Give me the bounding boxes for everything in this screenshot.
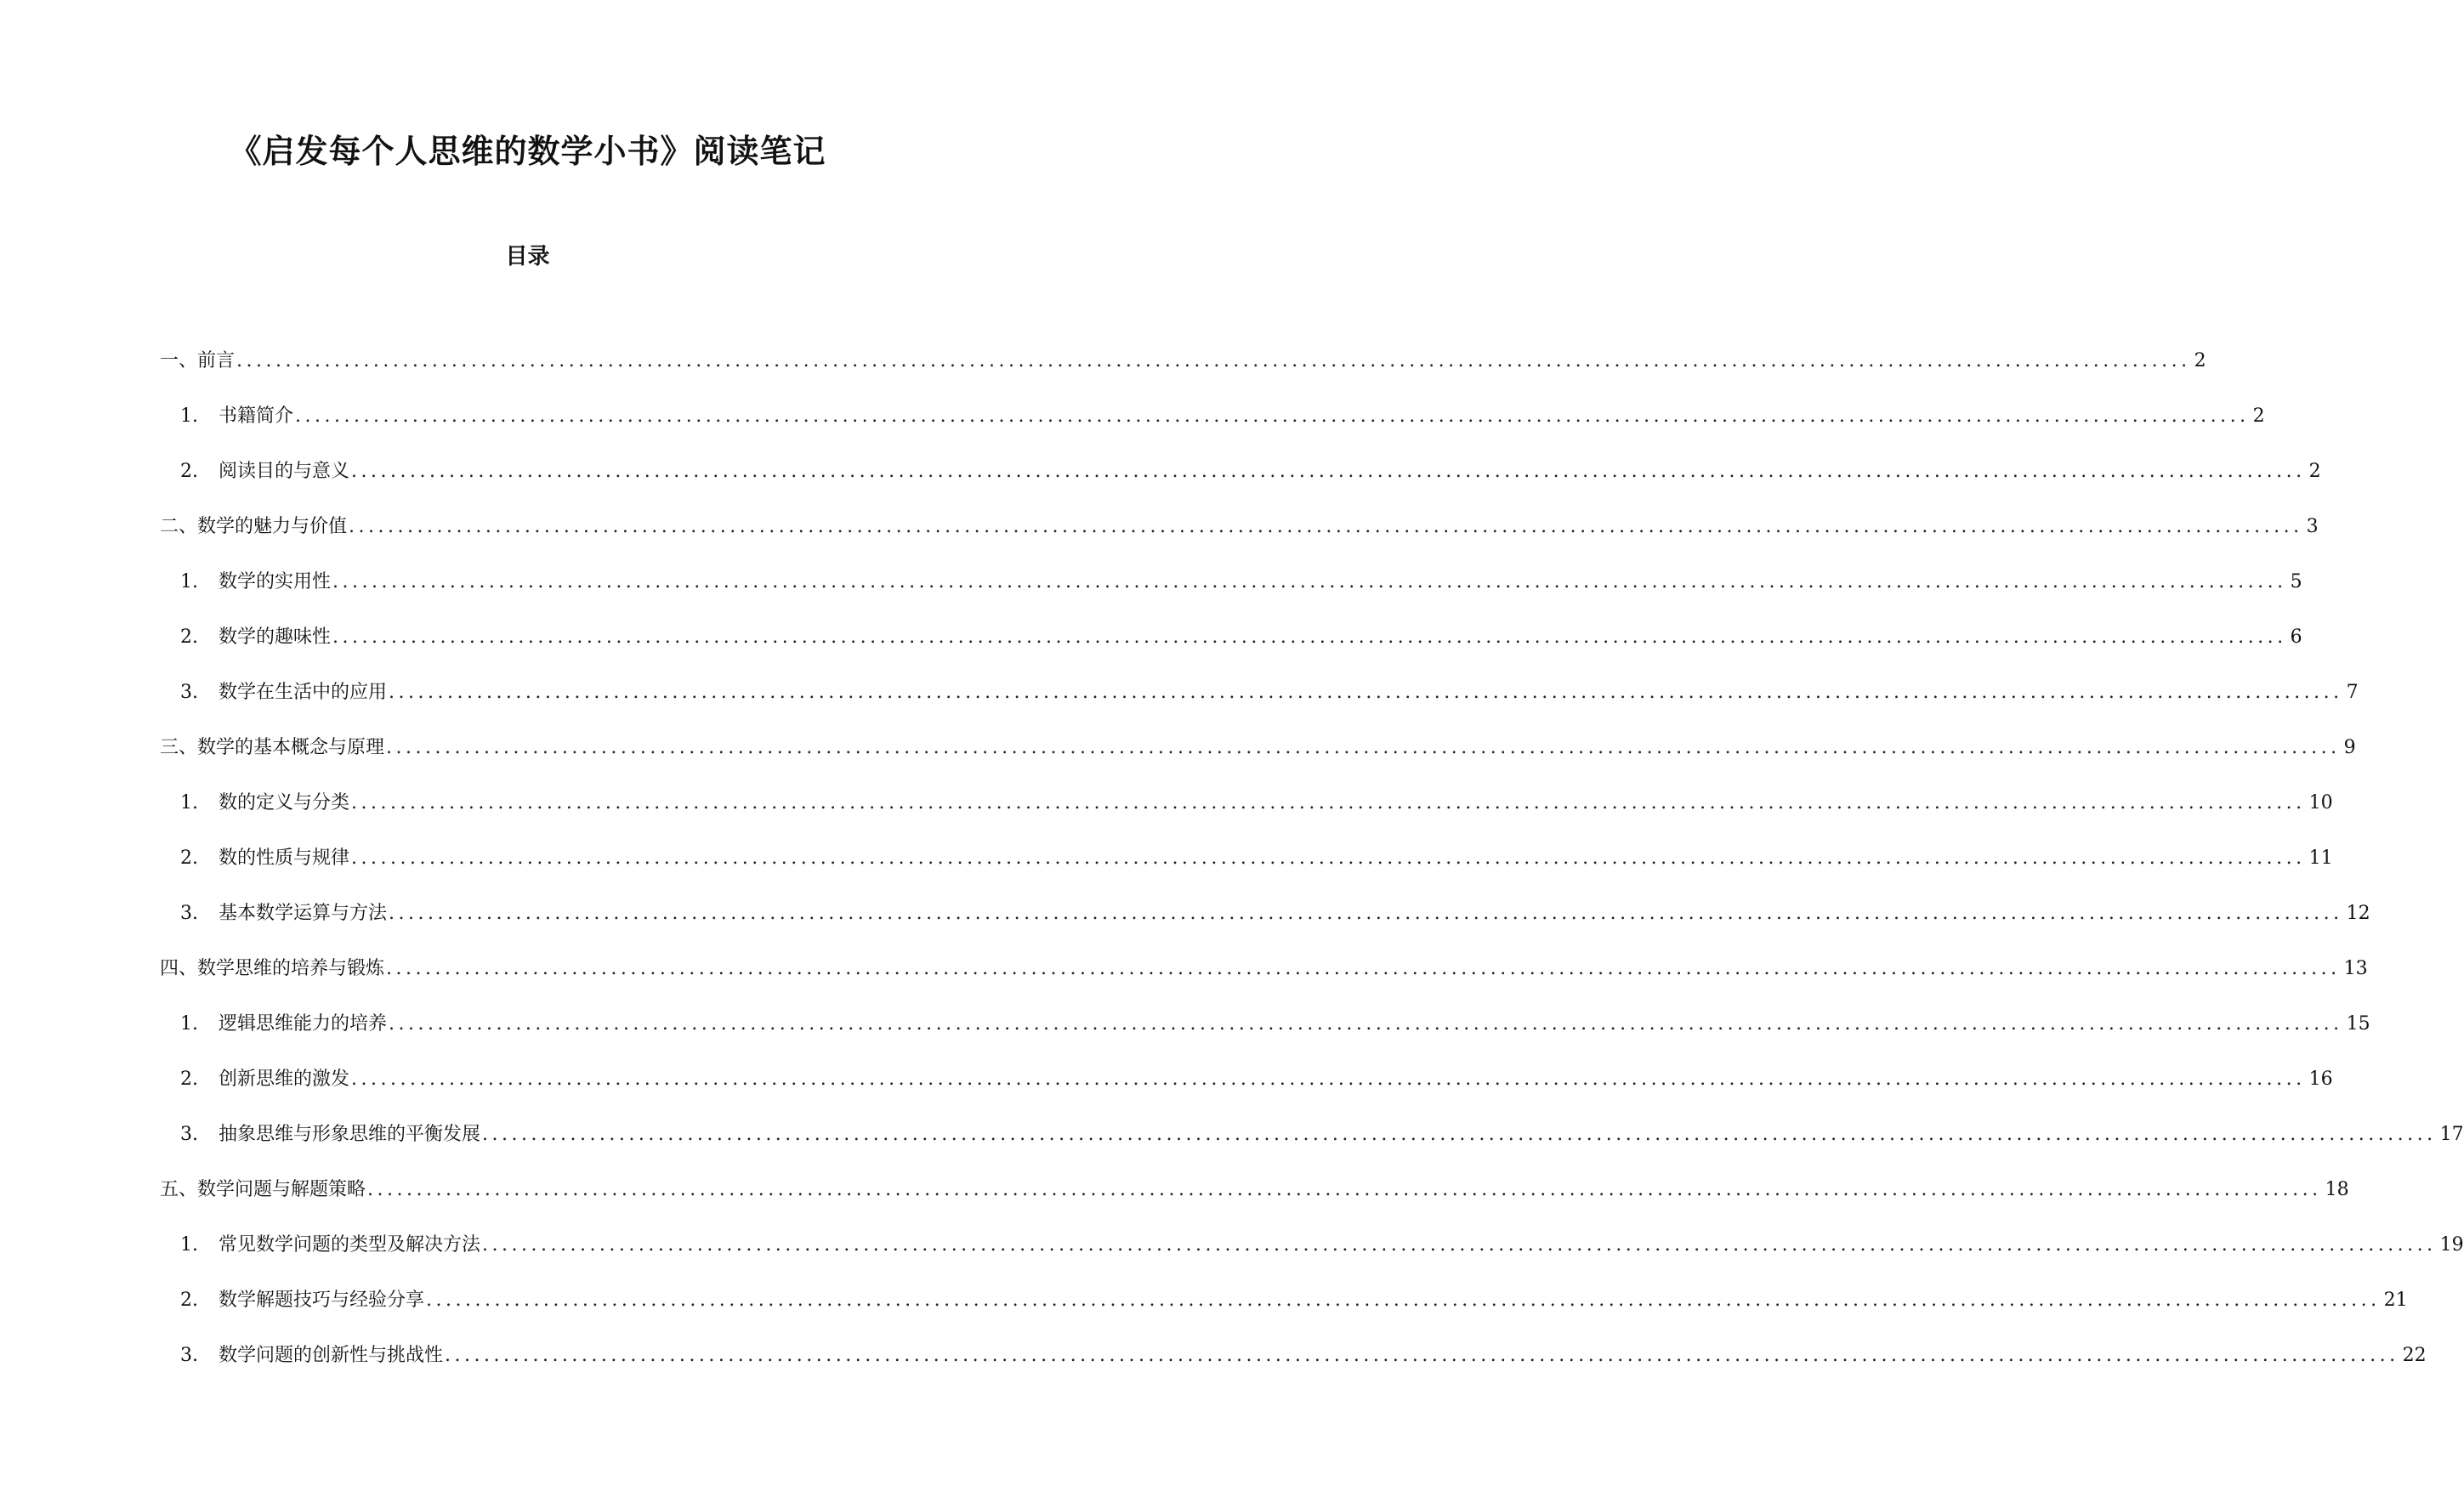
toc-entry-section[interactable] [160,493,2319,548]
dot-leader: ........................................................................................................................................................................................................ [332,571,2287,592]
toc-entry-section[interactable] [160,327,2206,383]
toc-entry-subsection[interactable] [160,383,2265,438]
toc-entry-subsection[interactable] [160,825,2333,880]
dot-leader: ........................................................................................................................................................................................................ [351,848,2306,869]
toc-entry-subsection[interactable] [160,880,2370,935]
dot-leader: ........................................................................................................................................................................................................ [426,1290,2381,1311]
toc-entry-subsection[interactable] [160,604,2302,659]
toc-entry-label: 数学解题技巧与经验分享 [219,1290,425,1311]
toc-entry-page: 2 [2308,461,2321,482]
dot-leader: ........................................................................................................................................................................................................ [482,1234,2437,1256]
toc-entry-number: 2. [180,848,198,869]
toc-entry-label: 四、数学思维的培养与锻炼 [160,958,385,979]
dot-leader: ........................................................................................................................................................................................................ [389,1013,2343,1035]
toc-entry-page: 21 [2383,1290,2408,1311]
dot-leader: ........................................................................................................................................................................................................ [386,958,2341,979]
toc-entry-label: 二、数学的魅力与价值 [160,516,348,537]
dot-leader: ........................................................................................................................................................................................................ [332,626,2287,648]
toc-entry-number: 3. [180,1345,198,1366]
toc-entry-page: 22 [2402,1345,2427,1366]
toc-entry-label: 数的定义与分类 [219,792,350,814]
toc-entry-subsection[interactable] [160,438,2321,493]
dot-leader: ........................................................................................................................................................................................................ [367,1179,2322,1200]
toc-entry-number: 1. [180,405,198,427]
toc-entry-label: 逻辑思维能力的培养 [219,1013,388,1035]
toc-entry-page: 6 [2290,626,2302,648]
toc-entry-subsection[interactable] [160,548,2302,604]
toc-entry-number: 1. [180,571,198,592]
toc-entry-page: 16 [2308,1069,2333,1090]
toc-entry-label: 常见数学问题的类型及解决方法 [219,1234,481,1256]
toc-entry-label: 数学问题的创新性与挑战性 [219,1345,444,1366]
toc-entry-page: 17 [2439,1124,2464,1145]
toc-entry-number: 2. [180,1069,198,1090]
dot-leader: ........................................................................................................................................................................................................ [295,405,2250,427]
toc-entry-label: 数学的趣味性 [219,626,332,648]
toc-entry-label: 抽象思维与形象思维的平衡发展 [219,1124,481,1145]
toc-entry-number: 3. [180,682,198,703]
toc-entry-label: 五、数学问题与解题策略 [160,1179,366,1200]
toc-entry-page: 10 [2308,792,2333,814]
dot-leader: ........................................................................................................................................................................................................ [349,516,2303,537]
toc-entry-page: 2 [2194,350,2206,371]
toc-entry-label: 基本数学运算与方法 [219,903,388,924]
toc-entry-label: 三、数学的基本概念与原理 [160,737,385,758]
toc-entry-page: 11 [2308,848,2333,869]
toc-entry-label: 一、前言 [160,350,236,371]
toc-entry-subsection[interactable] [160,769,2333,825]
toc-entry-number: 1. [180,1013,198,1035]
toc-entry-number: 2. [180,461,198,482]
table-of-contents [160,327,2464,1377]
dot-leader: ........................................................................................................................................................................................................ [386,737,2341,758]
dot-leader: ........................................................................................................................................................................................................ [351,461,2306,482]
dot-leader: ........................................................................................................................................................................................................ [236,350,2191,371]
dot-leader: ........................................................................................................................................................................................................ [351,792,2306,814]
toc-entry-section[interactable] [160,1156,2349,1211]
toc-entry-subsection[interactable] [160,1211,2464,1267]
toc-heading: 目录 [505,244,550,269]
toc-entry-subsection[interactable] [160,1267,2408,1322]
toc-entry-subsection[interactable] [160,1046,2333,1101]
toc-entry-page: 13 [2343,958,2368,979]
toc-entry-label: 阅读目的与意义 [219,461,350,482]
toc-entry-label: 书籍简介 [219,405,294,427]
toc-entry-subsection[interactable] [160,990,2370,1046]
toc-entry-page: 12 [2346,903,2370,924]
dot-leader: ........................................................................................................................................................................................................ [351,1069,2306,1090]
toc-entry-number: 1. [180,792,198,814]
toc-entry-number: 3. [180,1124,198,1145]
toc-entry-page: 5 [2290,571,2302,592]
toc-entry-subsection[interactable] [160,1322,2427,1377]
toc-entry-page: 2 [2252,405,2265,427]
toc-entry-number: 1. [180,1234,198,1256]
toc-entry-label: 数学的实用性 [219,571,332,592]
toc-entry-subsection[interactable] [160,1101,2464,1156]
toc-entry-number: 2. [180,1290,198,1311]
toc-entry-page: 19 [2439,1234,2464,1256]
dot-leader: ........................................................................................................................................................................................................ [389,682,2343,703]
toc-entry-page: 7 [2346,682,2359,703]
toc-entry-page: 3 [2306,516,2319,537]
toc-entry-section[interactable] [160,935,2368,990]
toc-entry-number: 3. [180,903,198,924]
toc-entry-page: 18 [2325,1179,2349,1200]
dot-leader: ........................................................................................................................................................................................................ [389,903,2343,924]
toc-entry-number: 2. [180,626,198,648]
toc-entry-label: 创新思维的激发 [219,1069,350,1090]
toc-entry-section[interactable] [160,714,2356,769]
toc-entry-subsection[interactable] [160,659,2359,714]
dot-leader: ........................................................................................................................................................................................................ [482,1124,2437,1145]
toc-entry-page: 9 [2343,737,2356,758]
toc-entry-label: 数学在生活中的应用 [219,682,388,703]
toc-entry-page: 15 [2346,1013,2370,1035]
dot-leader: ........................................................................................................................................................................................................ [445,1345,2399,1366]
toc-entry-label: 数的性质与规律 [219,848,350,869]
document-title: 《启发每个人思维的数学小书》阅读笔记 [229,133,826,170]
